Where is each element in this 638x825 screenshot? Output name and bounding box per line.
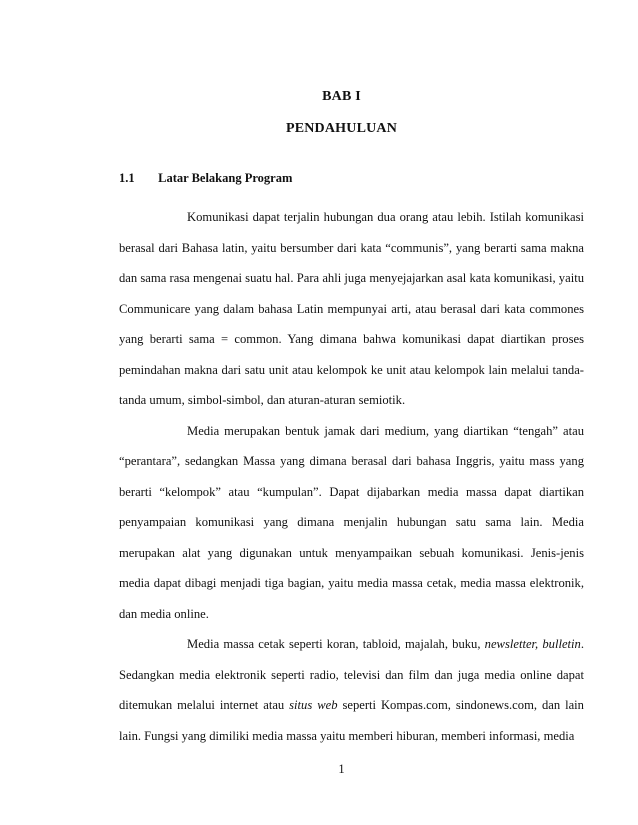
section-heading (119, 171, 292, 186)
section-number: 1.1 (119, 171, 135, 185)
chapter-number: BAB I (322, 89, 361, 104)
page-number: 1 (338, 762, 345, 776)
paragraph: Media merupakan bentuk jamak dari medium, yang diartikan “tengah” atau “perantara”, sedangkan Massa yang dimana berasal dari bahasa Inggris, yaitu mass yang berarti “kelompok” atau “kumpulan”. Dapat dijabarkan media massa dapat diartikan penyampaian komunikasi yang dimana menjalin hubungan satu sama lain. Media merupakan alat yang digunakan untuk menyampaikan sebuah komunikasi. Jenis-jenis media dapat dibagi menjadi tiga bagian, yaitu media massa cetak, media massa elektronik, dan media online. (119, 423, 584, 621)
paragraph-text: . Sedangkan media elektronik seperti radio, televisi dan film dan juga media online dapat ditemukan melalui internet atau (119, 637, 584, 712)
section-title: Latar Belakang Program (158, 171, 293, 185)
paragraph-text: seperti Kompas.com, sindonews.com, dan lain lain. Fungsi yang dimiliki media massa yaitu memberi hiburan, memberi informasi, media (119, 698, 584, 743)
paragraph (119, 629, 584, 751)
italic-term: situs web (289, 698, 338, 712)
body-text (119, 202, 584, 751)
paragraph: Komunikasi dapat terjalin hubungan dua orang atau lebih. Istilah komunikasi berasal dari Bahasa latin, yaitu bersumber dari kata “communis”, yang berarti sama makna dan sama rasa mengenai suatu hal. Para ahli juga menyejajarkan asal kata komunikasi, yaitu Communicare yang dalam bahasa Latin mempunyai arti, atau berasal dari kata commones yang berarti sama = common. Yang dimana bahwa komunikasi dapat diartikan proses pemindahan makna dari satu unit atau kelompok ke unit atau kelompok lain melalui tanda-tanda umum, simbol-simbol, dan aturan-aturan semiotik. (119, 210, 584, 407)
paragraph-text: Media massa cetak seperti koran, tabloid, majalah, buku, (187, 637, 485, 651)
chapter-title: PENDAHULUAN (285, 121, 398, 136)
italic-term: newsletter, bulletin (484, 637, 581, 651)
